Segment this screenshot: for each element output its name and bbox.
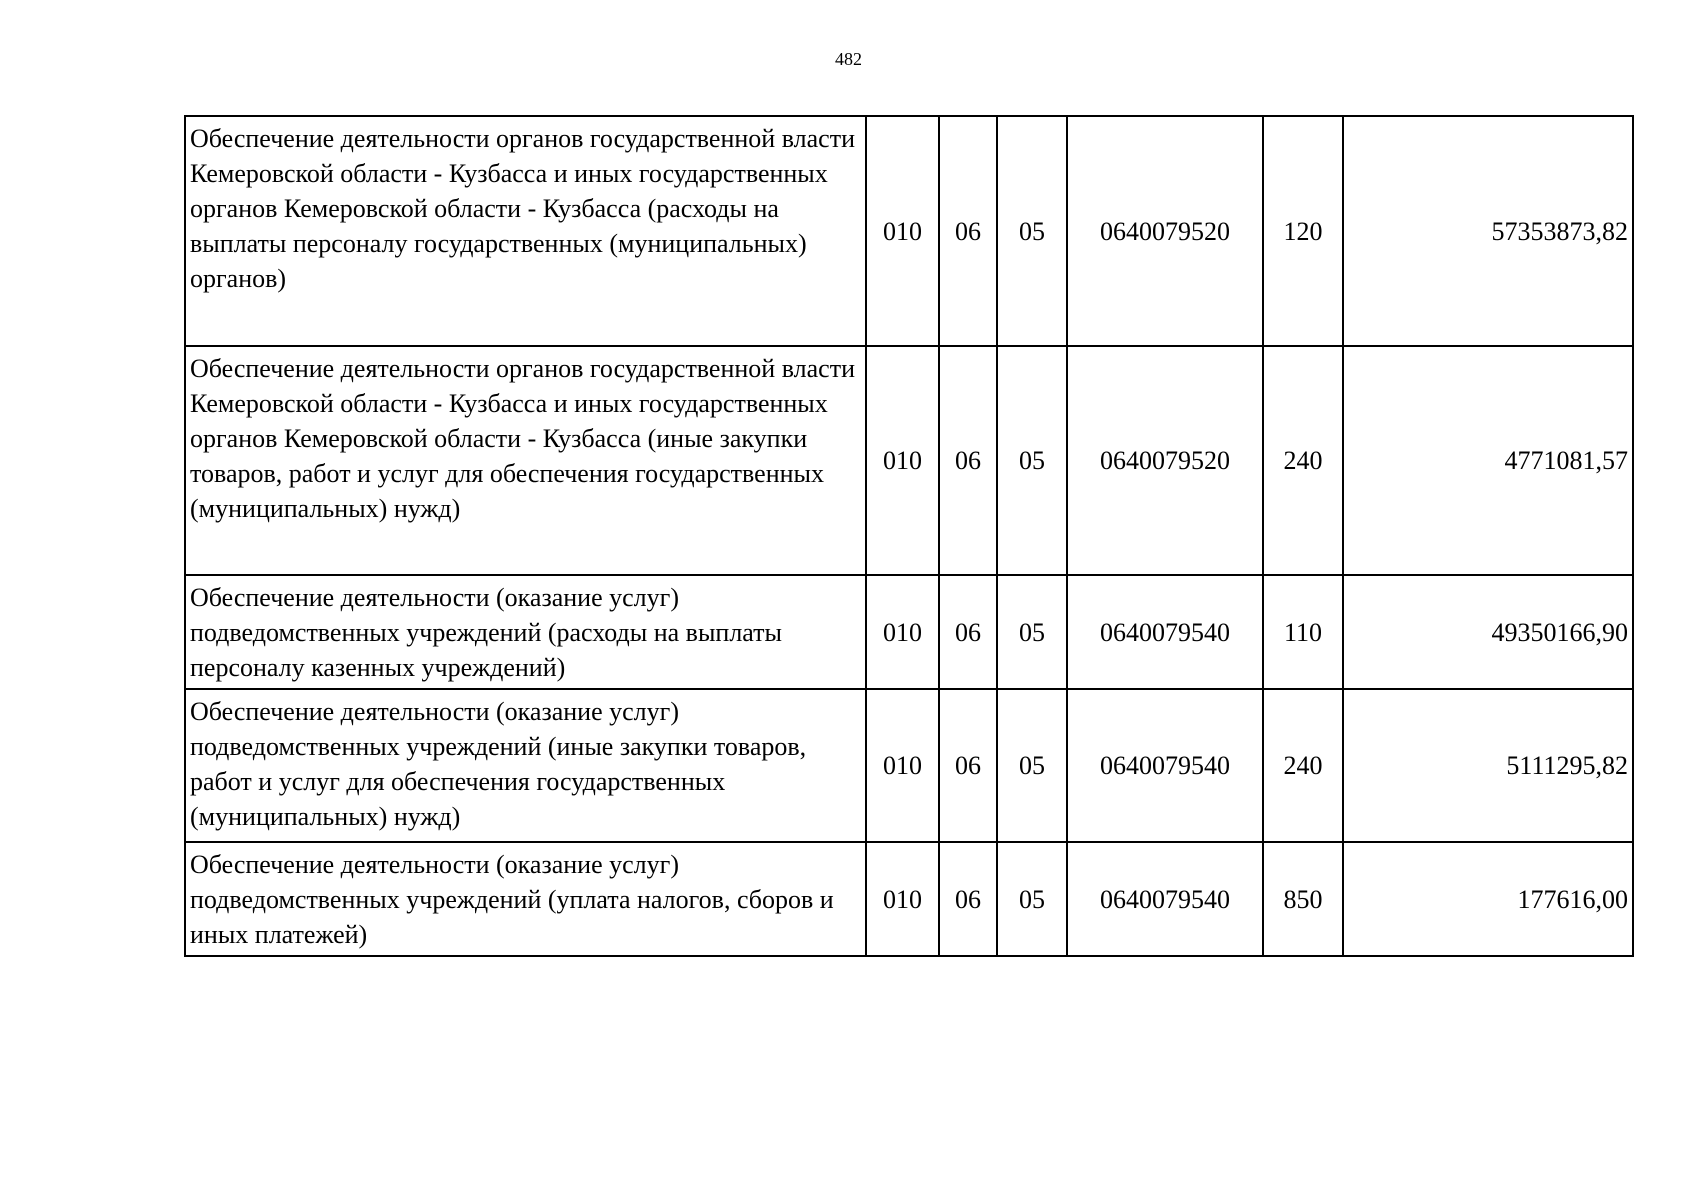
- csr-code: 0640079520: [1067, 346, 1263, 575]
- sum-amount: 4771081,57: [1343, 346, 1633, 575]
- table-row: [185, 689, 1633, 842]
- budget-table: [184, 115, 1634, 957]
- csr-code: 0640079540: [1067, 575, 1263, 689]
- table-row: [185, 116, 1633, 346]
- vr-code: 110: [1263, 575, 1343, 689]
- csr-code: 0640079520: [1067, 116, 1263, 346]
- vr-code: 120: [1263, 116, 1343, 346]
- page-number: 482: [835, 49, 862, 69]
- row-description: Обеспечение деятельности органов государственной власти Кемеровской области - Кузбасса и иных государственных органов Кемеровской области - Кузбасса (иные закупки товаров, работ и услуг для обеспечения государственных (муниципальных) нужд): [185, 346, 866, 575]
- razdel-code: 06: [939, 575, 997, 689]
- vr-code: 240: [1263, 689, 1343, 842]
- vr-code: 240: [1263, 346, 1343, 575]
- row-description: Обеспечение деятельности (оказание услуг) подведомственных учреждений (уплата налогов, сборов и иных платежей): [185, 842, 866, 956]
- podrazdel-code: 05: [997, 689, 1067, 842]
- razdel-code: 06: [939, 842, 997, 956]
- csr-code: 0640079540: [1067, 689, 1263, 842]
- podrazdel-code: 05: [997, 116, 1067, 346]
- vr-code: 850: [1263, 842, 1343, 956]
- sum-amount: 49350166,90: [1343, 575, 1633, 689]
- table-row: [185, 346, 1633, 575]
- ved-code: 010: [866, 116, 939, 346]
- razdel-code: 06: [939, 346, 997, 575]
- row-description: Обеспечение деятельности (оказание услуг) подведомственных учреждений (расходы на выплаты персоналу казенных учреждений): [185, 575, 866, 689]
- row-description: Обеспечение деятельности (оказание услуг) подведомственных учреждений (иные закупки товаров, работ и услуг для обеспечения государственных (муниципальных) нужд): [185, 689, 866, 842]
- csr-code: 0640079540: [1067, 842, 1263, 956]
- ved-code: 010: [866, 842, 939, 956]
- podrazdel-code: 05: [997, 346, 1067, 575]
- podrazdel-code: 05: [997, 842, 1067, 956]
- ved-code: 010: [866, 689, 939, 842]
- sum-amount: 177616,00: [1343, 842, 1633, 956]
- razdel-code: 06: [939, 689, 997, 842]
- ved-code: 010: [866, 346, 939, 575]
- table-row: [185, 842, 1633, 956]
- row-description: Обеспечение деятельности органов государственной власти Кемеровской области - Кузбасса и иных государственных органов Кемеровской области - Кузбасса (расходы на выплаты персоналу государственных (муниципальных) органов): [185, 116, 866, 346]
- podrazdel-code: 05: [997, 575, 1067, 689]
- table-row: [185, 575, 1633, 689]
- razdel-code: 06: [939, 116, 997, 346]
- sum-amount: 57353873,82: [1343, 116, 1633, 346]
- ved-code: 010: [866, 575, 939, 689]
- sum-amount: 5111295,82: [1343, 689, 1633, 842]
